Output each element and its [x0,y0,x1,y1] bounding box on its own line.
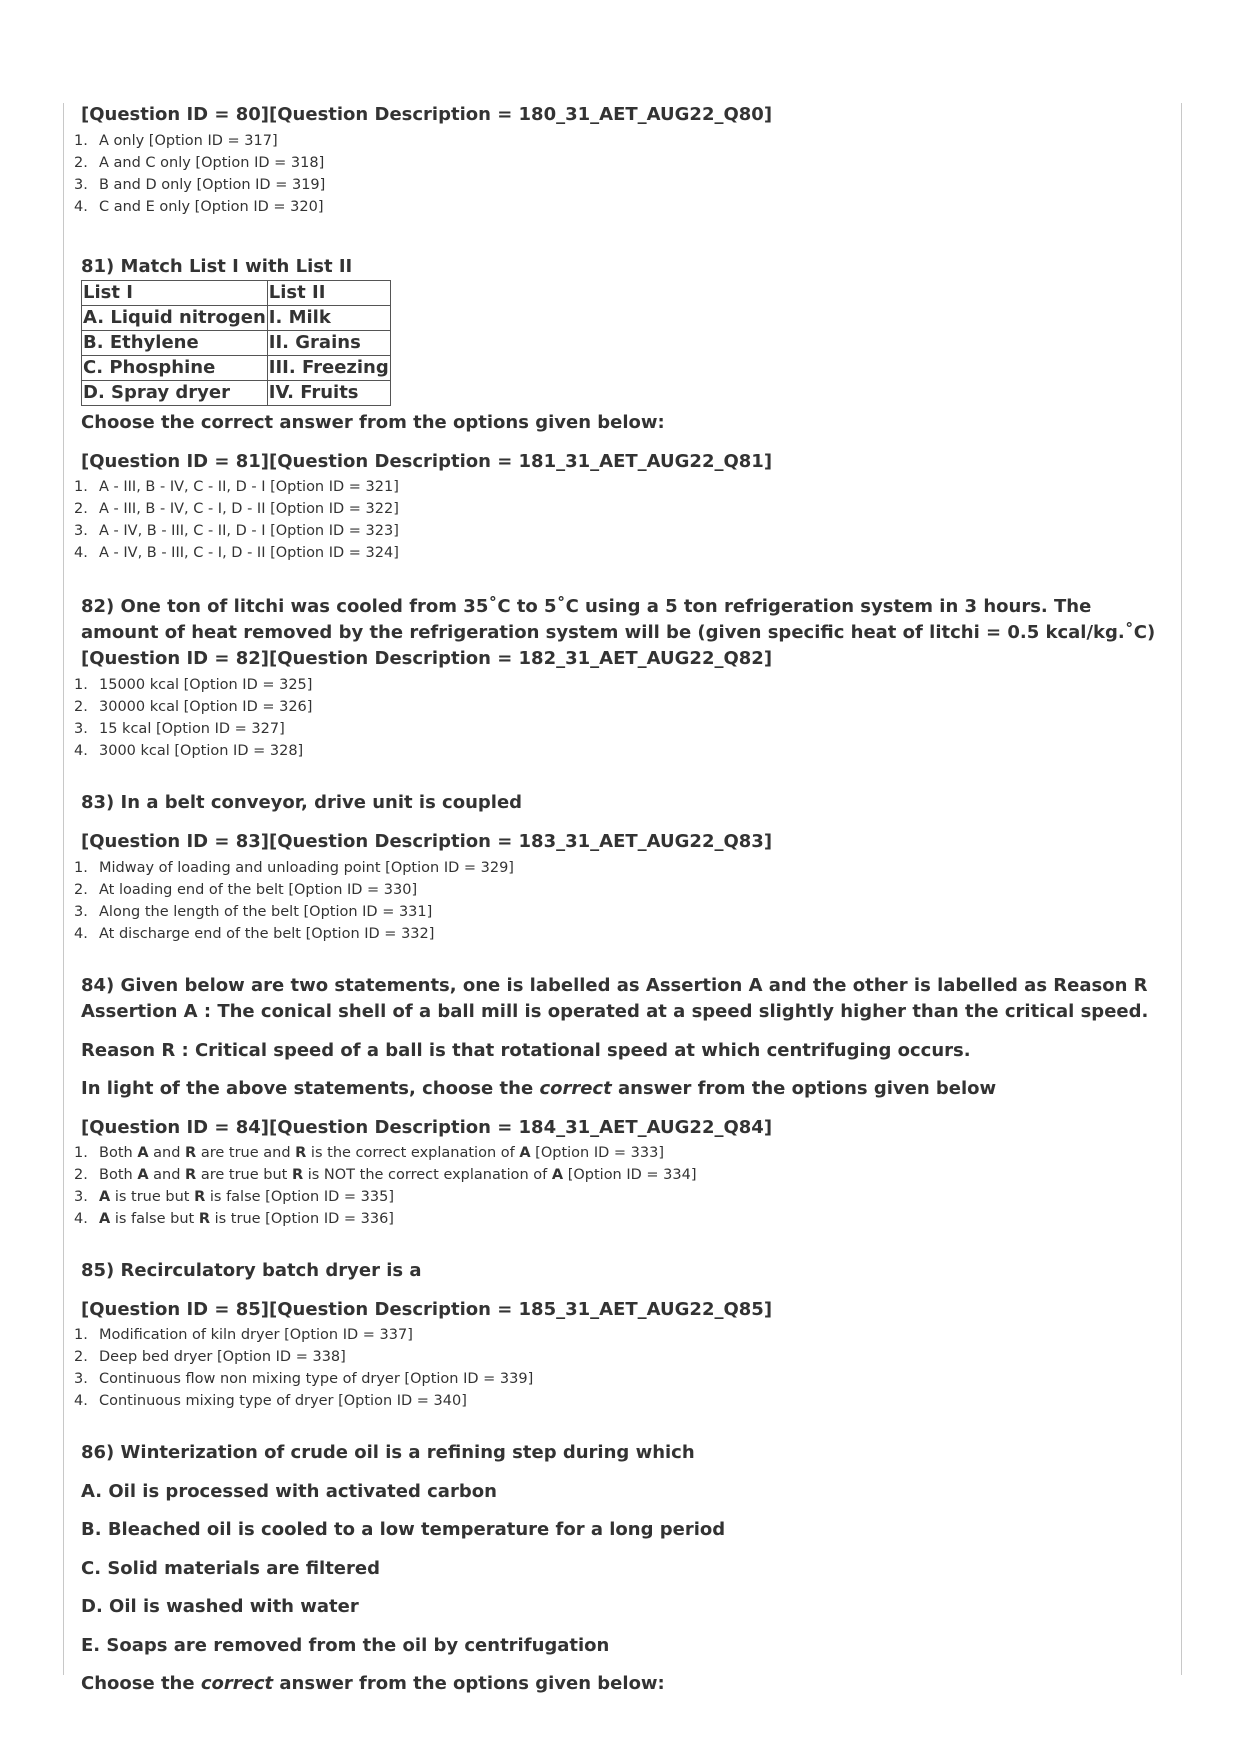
option[interactable]: 3. Continuous flow non mixing type of dryer [Option ID = 339] [74,1371,534,1388]
question-85 [74,1260,1174,1412]
table-row [82,381,391,406]
question-80 [74,104,1174,218]
table-header-cell: List I [82,281,268,306]
option[interactable]: 1. Midway of loading and unloading point [Option ID = 329] [74,859,514,876]
question-80-id: [Question ID = 80][Question Description = 180_31_AET_AUG22_Q80] [81,104,773,125]
table-cell: D. Spray dryer [82,381,268,406]
statement: B. Bleached oil is cooled to a low temperature for a long period [81,1519,726,1541]
table-cell: II. Grains [267,331,390,356]
question-86-stem: 86) Winterization of crude oil is a refining step during which [81,1442,695,1464]
question-82-stem: 82) One ton of litchi was cooled from 35˚C to 5˚C using a 5 ton refrigeration system in 3 hours. The amount of heat removed by the refrigeration system will be (given specific heat of litchi = 0.5 kcal/kg.˚C)[Question ID = 82][Question Description = 182_31_AET_AUG22_Q82] [81,596,1156,670]
option[interactable]: 3. 15 kcal [Option ID = 327] [74,721,285,738]
question-83-stem: 83) In a belt conveyor, drive unit is coupled [81,792,523,814]
option[interactable]: 1. 15000 kcal [Option ID = 325] [74,677,313,694]
question-84-stem: 84) Given below are two statements, one is labelled as Assertion A and the other is labelled as Reason R [81,974,1148,996]
option[interactable]: 4. A is false but R is true [Option ID = 336] [74,1211,394,1228]
table-row [82,281,391,306]
question-86-instruction: Choose the correct answer from the options given below: [81,1673,665,1695]
question-81 [74,256,1174,565]
option[interactable]: 2. Both A and R are true but R is NOT the correct explanation of A [Option ID = 334] [74,1167,697,1184]
table-cell: C. Phosphine [82,356,268,381]
option[interactable]: 1. Modification of kiln dryer [Option ID = 337] [74,1327,413,1344]
statement: A. Oil is processed with activated carbon [81,1480,497,1502]
table-cell: I. Milk [267,306,390,331]
question-83-options [74,857,1174,945]
question-86 [74,1442,1174,1696]
question-81-instruction: Choose the correct answer from the options given below: [81,412,665,434]
statement: E. Soaps are removed from the oil by centrifugation [81,1634,610,1656]
option[interactable]: 1. Both A and R are true and R is the correct explanation of A [Option ID = 333] [74,1145,664,1162]
question-84-id: [Question ID = 84][Question Description = 184_31_AET_AUG22_Q84] [81,1116,773,1138]
match-list-table [81,280,391,406]
question-84-instruction: In light of the above statements, choose the correct answer from the options given below [81,1078,997,1100]
question-85-stem: 85) Recirculatory batch dryer is a [81,1260,422,1282]
option[interactable]: 1. A - III, B - IV, C - II, D - I [Option ID = 321] [74,479,399,496]
option[interactable]: 2. A and C only [Option ID = 318] [74,154,325,171]
option[interactable]: 1. A only [Option ID = 317] [74,132,278,149]
option[interactable]: 4. 3000 kcal [Option ID = 328] [74,743,304,760]
statement: D. Oil is washed with water [81,1596,359,1618]
question-83-id: [Question ID = 83][Question Description = 183_31_AET_AUG22_Q83] [81,830,773,852]
right-margin-rule [1181,103,1182,1675]
assertion-a: Assertion A : The conical shell of a ball mill is operated at a speed slightly higher than the critical speed. [81,1001,1149,1023]
question-81-id: [Question ID = 81][Question Description = 181_31_AET_AUG22_Q81] [81,450,773,472]
table-row [82,306,391,331]
question-85-options [74,1324,1174,1412]
table-row [82,331,391,356]
question-84 [74,975,1174,1231]
question-81-stem: 81) Match List I with List II [81,255,353,277]
option[interactable]: 4. Continuous mixing type of dryer [Option ID = 340] [74,1393,467,1410]
question-85-id: [Question ID = 85][Question Description = 185_31_AET_AUG22_Q85] [81,1298,773,1320]
question-84-options [74,1142,1174,1230]
table-cell: B. Ethylene [82,331,268,356]
option[interactable]: 2. At loading end of the belt [Option ID = 330] [74,881,418,898]
question-82 [74,594,1174,762]
option[interactable]: 4. At discharge end of the belt [Option ID = 332] [74,925,435,942]
question-83 [74,792,1174,944]
left-margin-rule [63,103,64,1675]
option[interactable]: 3. Along the length of the belt [Option ID = 331] [74,903,433,920]
table-cell: III. Freezing [267,356,390,381]
table-cell: IV. Fruits [267,381,390,406]
option[interactable]: 3. B and D only [Option ID = 319] [74,176,326,193]
option[interactable]: 2. A - III, B - IV, C - I, D - II [Option ID = 322] [74,501,399,518]
question-81-options [74,476,1174,564]
statement: C. Solid materials are filtered [81,1557,380,1579]
option[interactable]: 2. Deep bed dryer [Option ID = 338] [74,1349,346,1366]
option[interactable]: 4. A - IV, B - III, C - I, D - II [Option ID = 324] [74,545,399,562]
table-header-cell: List II [267,281,390,306]
reason-r: Reason R : Critical speed of a ball is that rotational speed at which centrifuging occurs. [81,1039,971,1061]
question-80-options [74,130,1174,218]
option[interactable]: 3. A is true but R is false [Option ID = 335] [74,1189,394,1206]
option[interactable]: 4. C and E only [Option ID = 320] [74,198,324,215]
question-paper [74,104,1174,1722]
question-82-options [74,674,1174,762]
table-cell: A. Liquid nitrogen [82,306,268,331]
table-row [82,356,391,381]
option[interactable]: 2. 30000 kcal [Option ID = 326] [74,699,313,716]
option[interactable]: 3. A - IV, B - III, C - II, D - I [Option ID = 323] [74,523,399,540]
